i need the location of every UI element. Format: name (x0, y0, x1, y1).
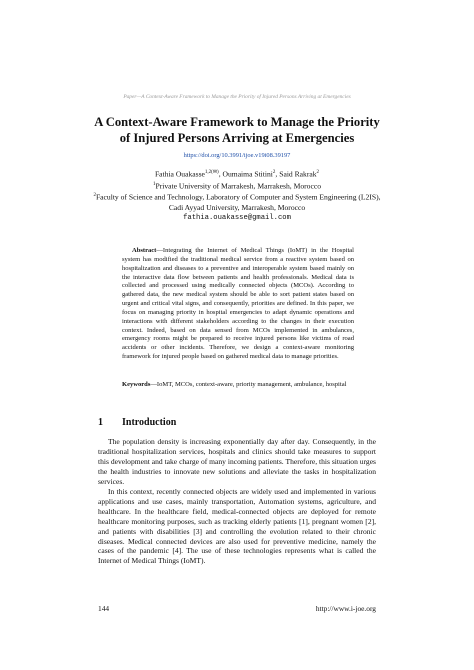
body-paragraph-1: The population density is increasing exponentially day after day. Consequently, in the traditional hospitalization services, hospitals and clinics should take measures to support this development and take charge of many incoming patients. Therefore, this situation urges the health industries to innovate new solutions and alleviate the tasks in hospitalization services. (98, 437, 376, 486)
paper-title (40, 114, 434, 146)
section-heading (98, 417, 176, 428)
doi-link[interactable]: https://doi.org/10.3991/ijoe.v19i08.39197 (183, 152, 291, 159)
affiliation-2 (0, 191, 474, 203)
section-number: 1 (98, 417, 103, 428)
author-email[interactable]: fathia.ouakasse@gmail.com (183, 214, 291, 223)
author-name: , Said Rakrak (275, 169, 317, 179)
title-line-1: A Context-Aware Framework to Manage the Priority (94, 115, 380, 129)
running-head: Paper—A Context-Aware Framework to Manage the Priority of Injured Persons Arriving at Emergencies (123, 94, 351, 100)
page-number: 144 (98, 604, 110, 613)
keywords (122, 381, 354, 390)
affiliation-2-line-2: Cadi Ayyad University, Marrakesh, Morocco (168, 203, 306, 213)
aff-sup: 1 (152, 181, 156, 187)
affiliation-text: Private University of Marrakesh, Marrakesh, Morocco (155, 181, 322, 191)
author-name: Fathia Ouakasse (154, 169, 205, 179)
author-line (0, 168, 474, 180)
author-block (0, 168, 474, 224)
author-sup: 2 (272, 170, 276, 175)
section-title: Introduction (122, 417, 177, 428)
abstract-text: —Integrating the Internet of Medical Things (IoMT) in the Hospital system has modified the traditional medical service from a reactive system based on hospitalization and diseases to a preventive and interoperable system based mainly on the interactive data flow between patients and health professionals. Medical data is collected and processed using medically connected objects (MCOs). According to gathered data, the new medical system should be able to sort patient states based on urgent and critical vital signs, and consequently, priorities are defined. In this paper, we focus on managing priority in hospital emergencies to adapt dynamic operations and interactions with different stakeholders according to the changes in their execution context. Indeed, based on data sensed from MCOs implemented in ambulances, emergency rooms might be prepared to receive injured persons like victims of road accidents or other incidents. Therefore, we design a context-aware monitoring framework for injured people based on gathered medical data to manage priorities. (122, 247, 354, 361)
affiliation-1 (0, 180, 474, 192)
aff-sup: 2 (93, 193, 96, 199)
affiliation-text: Faculty of Science and Technology, Laboratory of Computer and System Engineering (L2IS), (95, 193, 381, 202)
abstract-label: Abstract (132, 247, 157, 254)
journal-url[interactable]: http://www.i-joe.org (315, 604, 376, 613)
author-name: , Oumaima Stitini (218, 169, 273, 179)
body-paragraph-2: In this context, recently connected objects are widely used and implemented in various applications and use cases, mainly transportation, Automation systems, agriculture, and healthcare. In the healthcare field, medical-connected objects are deployed for remote healthcare monitoring purposes, such as tracking elderly patients [1], pregnant women [2], and patients with disabilities [3] and controlling the evolution related to their chronic diseases. Medical connected devices are also used for preventive medicine, namely the cases of the pandemic [4]. The use of these technologies represents what is called the Internet of Medical Things (IoMT). (98, 487, 376, 566)
keywords-label: Keywords (122, 381, 151, 388)
title-line-2: of Injured Persons Arriving at Emergencies (119, 131, 355, 145)
abstract (122, 247, 354, 362)
author-sup: 2 (316, 170, 320, 175)
keywords-text: —IoMT, MCOs, context-aware, priority management, ambulance, hospital (150, 381, 347, 388)
author-sup: 1,2(✉) (204, 170, 219, 175)
